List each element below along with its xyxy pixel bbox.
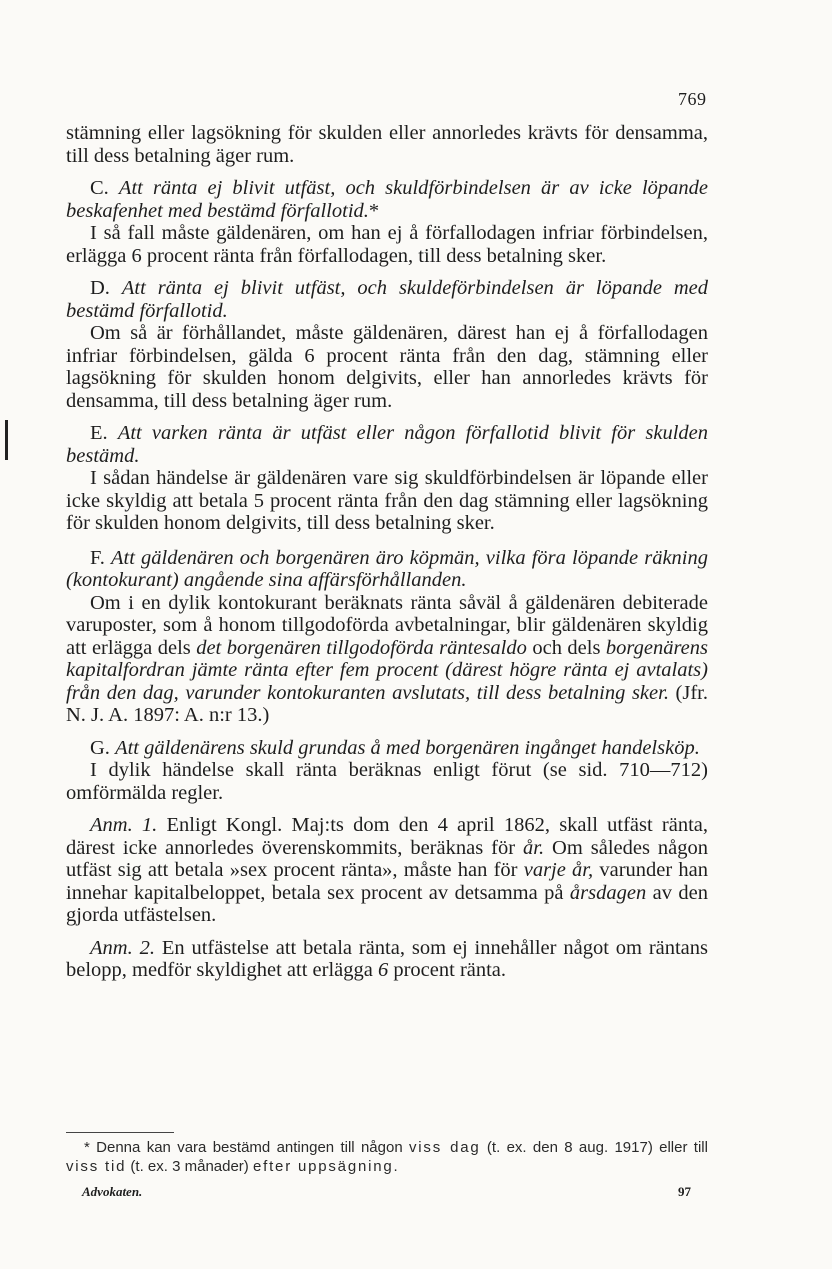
footnote	[66, 1138, 708, 1176]
paragraph	[66, 277, 708, 322]
text-run: stämning eller lagsökning för skulden eller annorledes krävts för densamma, till dess betalning äger rum.	[66, 122, 708, 167]
paragraph	[66, 122, 708, 167]
italic-run: Att gäldenärens skuld grundas å med borgenären ingånget handelsköp.	[115, 736, 700, 759]
paragraph	[66, 222, 708, 267]
paragraph	[66, 937, 708, 982]
text-run: G.	[90, 736, 116, 759]
text-run: I sådan händelse är gäldenären vare sig skuldförbindelsen är löpande eller icke skyldig att betala 5 procent ränta från den dag stämning eller lagsökning för skulden honom delgivits, till dess betalning sker.	[66, 467, 708, 534]
body-text	[66, 122, 708, 982]
margin-mark	[5, 420, 8, 460]
sheet-number: 97	[678, 1184, 691, 1199]
paragraph	[66, 547, 708, 592]
text-run: (Jfr. N. J. A. 1897: A. n:r 13.)	[66, 681, 708, 726]
text-run: E.	[90, 422, 118, 444]
signature-mark: Advokaten.	[82, 1184, 143, 1199]
paragraph	[66, 759, 708, 804]
paragraph	[66, 592, 708, 727]
italic-run: Att ränta ej blivit utfäst, och skuldeförbindelsen är löpande med bestämd förfallotid.	[66, 277, 708, 322]
text-run: Om i en dylik kontokurant beräknats ränta såväl å gäldenären debiterade varuposter, som å honom tillgodoförda avbetalningar, blir gäldenären skyldig att erlägga dels	[66, 591, 708, 659]
paragraph	[66, 177, 708, 222]
italic-run: varje år,	[523, 859, 594, 881]
italic-run: borgenärens kapitalfordran jämte ränta efter fem procent (därest högre ränta ej avtalats) från den dag, varunder kontokuranten avslutats, till dess betalning sker.	[66, 636, 708, 704]
text-run: I dylik händelse skall ränta beräknas enligt förut (se sid. 710—712) omförmälda regler.	[66, 759, 708, 804]
paragraph	[66, 322, 708, 412]
italic-run: årsdagen	[569, 881, 647, 904]
page-number: 769	[678, 89, 707, 109]
text-run: En utfästelse att betala ränta, som ej innehåller något om räntans belopp, medför skyldighet att erlägga	[66, 936, 709, 981]
text-run: och dels	[526, 636, 606, 659]
text-run: (t. ex. den 8 aug. 1917) eller till	[480, 1139, 708, 1156]
footnote-text	[66, 1138, 708, 1176]
footnote-rule	[66, 1132, 174, 1133]
spaced-run: viss dag	[408, 1139, 481, 1156]
text-run: C.	[90, 177, 119, 199]
italic-run: 6	[377, 959, 389, 981]
paragraph	[66, 814, 708, 927]
text-run: *	[368, 199, 380, 222]
text-run: D.	[90, 277, 122, 299]
spaced-run: efter uppsägning.	[252, 1158, 400, 1175]
text-run: (t. ex. 3 månader)	[126, 1158, 253, 1175]
text-run: Enligt Kongl. Maj:ts dom den 4 april 1862, skall utfäst ränta, därest icke annorledes överenskommits, beräknas för	[66, 814, 709, 859]
italic-run: Anm. 2.	[90, 936, 155, 959]
paragraph	[66, 467, 708, 535]
italic-run: Att varken ränta är utfäst eller någon förfallotid blivit för skulden bestämd.	[66, 422, 708, 467]
italic-run: år.	[523, 836, 545, 859]
italic-run: Anm. 1.	[90, 814, 158, 836]
paragraph	[66, 737, 708, 760]
text-run: varunder han innehar kapitalbeloppet, betala sex procent av detsamma på	[66, 859, 709, 904]
italic-run: Att ränta ej blivit utfäst, och skuldförbindelsen är av icke löpande beskafenhet med bestämd förfallotid.	[66, 177, 708, 222]
text-run: Om således någon utfäst sig att betala »sex procent ränta», måste han för	[66, 836, 708, 881]
text-run: * Denna kan vara bestämd antingen till någon	[84, 1139, 409, 1156]
paragraph	[66, 422, 708, 467]
text-run: I så fall måste gäldenären, om han ej å förfallodagen infriar förbindelsen, erlägga 6 procent ränta från förfallodagen, till dess betalning sker.	[66, 222, 708, 267]
text-run: Om så är förhållandet, måste gäldenären, därest han ej å förfallodagen infriar förbindelsen, gälda 6 procent ränta från den dag, stämning eller lagsökning för skulden honom delgivits, eller han annorledes krävts för densamma, till dess betalning äger rum.	[66, 322, 708, 412]
text-run: procent ränta.	[388, 959, 507, 981]
spaced-run: viss tid	[66, 1158, 127, 1175]
text-run: F.	[90, 546, 112, 569]
italic-run: det borgenären tillgodoförda räntesaldo	[196, 636, 527, 659]
italic-run: Att gäldenären och borgenären äro köpmän, vilka föra löpande räkning (kontokurant) angående sina affärsförhållanden.	[66, 546, 708, 591]
text-run: av den gjorda utfästelsen.	[66, 881, 708, 926]
